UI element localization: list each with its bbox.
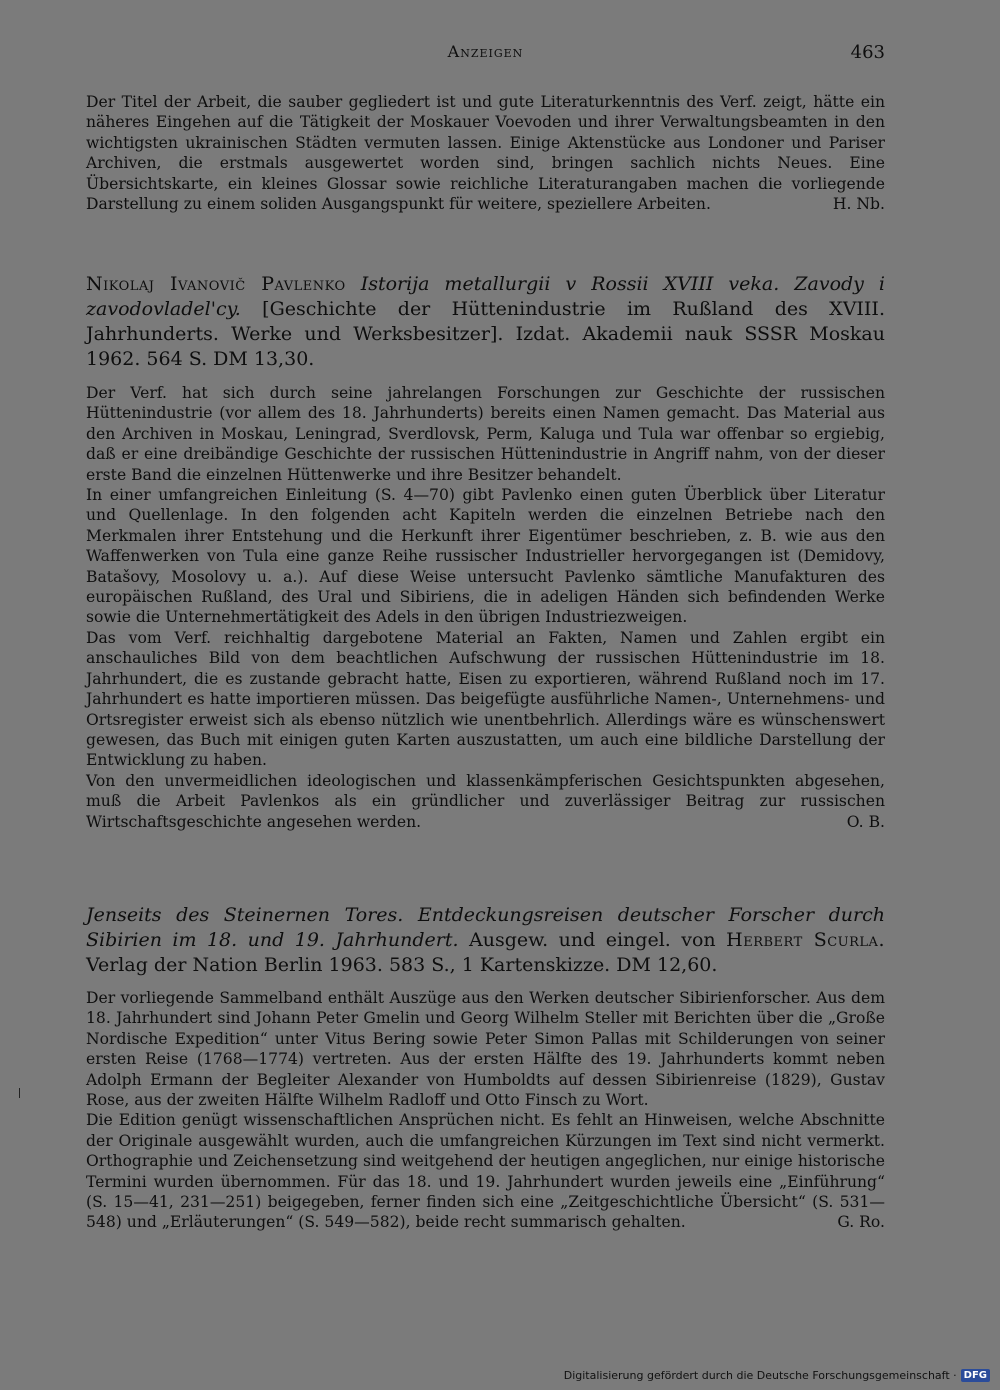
review-2-paragraph-4-text: Von den unvermeidlichen ideologischen und klassenkämpferischen Gesichtspunkten abgesehen, muß die Arbeit Pavlenkos als ein gründlicher und zuverlässiger Beitrag zur russischen Wirtschaftsgeschichte angesehen werden. [86,771,885,831]
review-3-signature: G. Ro. [837,1213,885,1232]
review-2-paragraph-4 [86,771,885,832]
review-1-body: Der Titel der Arbeit, die sauber gegliedert ist und gute Literaturkenntnis des Verf. zeigt, hätte ein näheres Eingehen auf die Tätigkeit der Moskauer Voevoden und ihrer Verwaltungsbeamten in den wichtigsten ukrainischen Städten vermuten lassen. Einige Aktenstücke aus Londoner und Pariser Archiven, die erstmals ausgewertet worden sind, bringen sachlich nichts Neues. Eine Übersichtskarte, ein kleines Glossar sowie reichliche Literaturangaben machen die vorliegende Darstellung zu einem soliden Ausgangspunkt für weitere, speziellere Arbeiten. [86,93,885,214]
footer-text: Digitalisierung gefördert durch die Deutsche Forschungsgemeinschaft · [563,1369,957,1382]
review-3-body [86,988,885,1233]
review-2-author: Nikolaj Ivanovič Pavlenko [86,273,346,295]
review-3-paragraph-2 [86,1110,885,1232]
review-3 [86,903,885,978]
review-3-paragraph-2-text: Die Edition genügt wissenschaftlichen Ansprüchen nicht. Es fehlt an Hinweisen, welche Abschnitte der Originale ausgewählt wurden, auch die umfangreichen Kürzungen im Text sind nicht vermerkt. Orthographie und Zeichensetzung sind weitgehend der heutigen angeglichen, nur einige historische Termini wurden übernommen. Für das 18. und 19. Jahrhundert wurden jeweils eine „Einführung“ (S. 15—41, 231—251) beigegeben, ferner finden sich eine „Zeitgeschichtliche Übersicht“ (S. 531—548) und „Erläuterungen“ (S. 549—582), beide recht summarisch gehalten. [86,1111,885,1232]
running-title: Anzeigen [447,42,524,61]
review-2-bibliography: [Geschichte der Hüttenindustrie im Rußland des XVIII. Jahrhunderts. Werke und Werksbesitzer]. Izdat. Akademii nauk SSSR Moskau 1962. 564 S. DM 13,30. [86,298,885,370]
dfg-logo-icon: DFG [961,1369,990,1382]
review-1-end [86,92,885,214]
review-3-paragraph-1: Der vorliegende Sammelband enthält Auszüge aus den Werken deutscher Sibirienforscher. Aus dem 18. Jahrhundert sind Johann Peter Gmelin und Georg Wilhelm Steller mit Berichten über die „Große Nordische Expedition“ unter Vitus Bering sowie Peter Simon Pallas mit Schilderungen von seiner ersten Reise (1768—1774) vertreten. Aus der ersten Hälfte des 19. Jahrhunderts kommt neben Adolph Ermann der Begleiter Alexander von Humboldts auf dessen Sibirienreise (1829), Gustav Rose, aus der zweiten Hälfte Wilhelm Radloff und Otto Finsch zu Wort. [86,989,885,1110]
review-3-editor: Herbert Scurla. [726,929,885,951]
review-2-paragraph-3: Das vom Verf. reichhaltig dargebotene Material an Fakten, Namen und Zahlen ergibt ein anschauliches Bild von dem beachtlichen Aufschwung der russischen Hüttenindustrie im 18. Jahrhundert, die es zustande gebracht hatte, Eisen zu exportieren, während Rußland noch im 17. Jahrhundert es hatte importieren müssen. Das beigefügte ausführliche Namen-, Unternehmens- und Ortsregister erweist sich als ebenso nützlich wie unentbehrlich. Allerdings wäre es wünschenswert gewesen, das Buch mit einigen guten Karten auszustatten, um auch eine bildliche Darstellung der Entwicklung zu haben. [86,628,885,770]
digitization-footer [564,1369,990,1382]
review-3-heading [86,903,885,978]
review-2-title: Istorija metallurgii v Rossii XVIII veka. Zavody i zavodovladel'cy. [86,273,885,320]
review-1-text [86,92,885,214]
review-2-heading [86,272,885,372]
review-2 [86,272,885,372]
review-2-signature: O. B. [846,812,885,831]
review-2-paragraph-2: In einer umfangreichen Einleitung (S. 4—70) gibt Pavlenko einen guten Überblick über Literatur und Quellenlage. In den folgenden acht Kapiteln werden die einzelnen Betriebe nach den Merkmalen ihrer Entstehung und die Herkunft ihrer Eigentümer beschrieben, z. B. wie aus den Waffenwerken von Tula eine ganze Reihe russischer Industrieller hervorgegangen ist (Demidovy, Batašovy, Mosolovy u. a.). Auf diese Weise untersucht Pavlenko sämtliche Manufakturen des europäischen Rußland, des Ural und Sibiriens, die in adeligen Händen sich befindenden Werke sowie die Unternehmertätigkeit des Adels in den übrigen Industriezweigen. [86,486,885,627]
review-1-signature: H. Nb. [832,195,885,214]
review-2-paragraph-1: Der Verf. hat sich durch seine jahrelangen Forschungen zur Geschichte der russischen Hüttenindustrie (vor allem des 18. Jahrhunderts) bereits einen Namen gemacht. Das Material aus den Archiven in Moskau, Leningrad, Sverdlovsk, Perm, Kaluga und Tula war offenbar so ergiebig, daß er eine dreibändige Geschichte der russischen Hüttenindustrie in Angriff nahm, von der dieser erste Band die einzelnen Hüttenwerke und ihre Besitzer behandelt. [86,384,885,484]
review-3-bibliography: Verlag der Nation Berlin 1963. 583 S., 1 Kartenskizze. DM 12,60. [86,954,718,976]
page-header [86,42,885,68]
review-3-title: Jenseits des Steinernen Tores. Entdeckungsreisen deutscher Forscher durch Sibirien im 18. und 19. Jahrhundert. [86,904,885,951]
review-2-body [86,383,885,832]
review-3-editor-prefix: Ausgew. und eingel. von [469,929,716,951]
scan-artifact [19,1088,20,1098]
page-number: 463 [850,42,885,63]
